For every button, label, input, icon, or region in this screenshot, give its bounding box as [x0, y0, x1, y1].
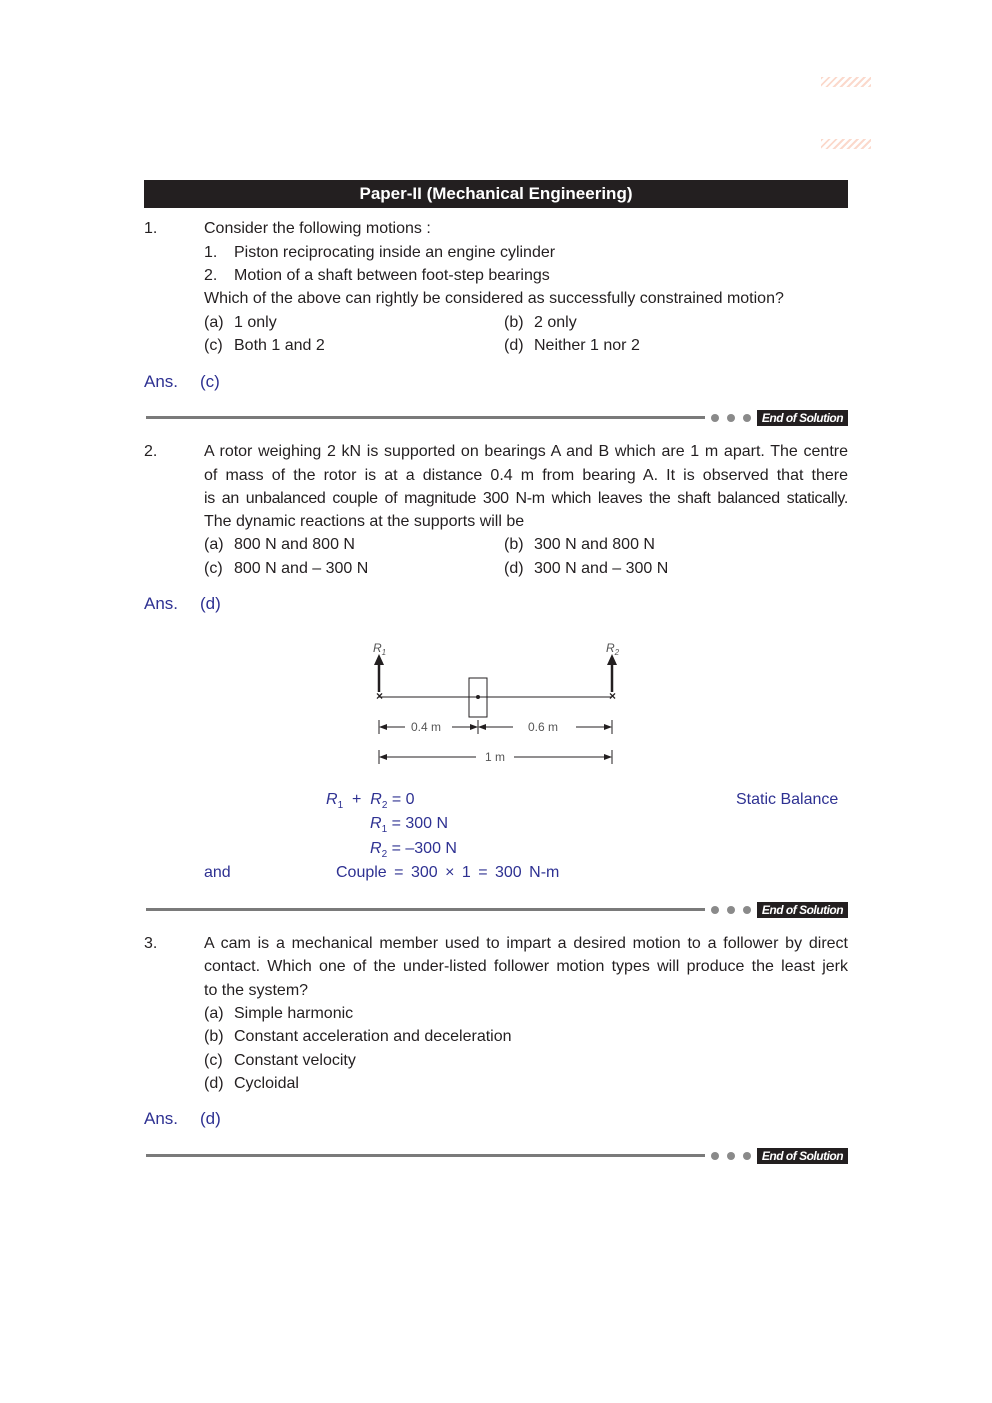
item-text: Motion of a shaft between foot-step bearings	[234, 267, 550, 284]
end-of-solution-badge: End of Solution	[757, 902, 848, 918]
option-label: (b)	[204, 1028, 224, 1045]
end-of-solution-badge: End of Solution	[757, 1148, 848, 1164]
equation-sum: $R_1 + R_2 = 0$	[326, 791, 415, 812]
answer-label: Ans.	[144, 1109, 179, 1128]
end-of-solution-badge: End of Solution	[757, 410, 848, 426]
and-label: and	[204, 864, 231, 881]
equation-couple: Couple = 300 × 1 = 300 N-m	[336, 864, 560, 881]
option-text: Cycloidal	[234, 1075, 299, 1092]
question-line: contact. Which one of the under-listed follower motion types will produce the least jerk	[204, 958, 848, 975]
answer-value: (c)	[200, 372, 220, 391]
option-text: 2 only	[534, 314, 577, 331]
dimension-0-4: 0.4 m	[411, 720, 442, 734]
option-label: (d)	[504, 560, 524, 577]
item-number: 1.	[204, 244, 218, 261]
question-line: The dynamic reactions at the supports will be	[204, 513, 525, 530]
question-line: is an unbalanced couple of magnitude 300 N-m which leaves the shaft balanced statically.	[204, 490, 848, 507]
option-text: Constant acceleration and deceleration	[234, 1028, 512, 1045]
option-text: 800 N and – 300 N	[234, 560, 369, 577]
equation-r1: $R_1 = 300$ N	[370, 815, 449, 836]
option-label: (b)	[504, 536, 524, 553]
option-label: (c)	[204, 560, 223, 577]
dot-icon	[727, 906, 735, 914]
static-balance-note: Static Balance	[736, 791, 839, 808]
dot-icon	[743, 906, 751, 914]
option-text: 300 N and 800 N	[534, 536, 655, 553]
option-text: Constant velocity	[234, 1052, 356, 1069]
dot-icon	[711, 906, 719, 914]
option-label: (c)	[204, 1052, 223, 1069]
question-number: 1.	[144, 220, 158, 237]
paper-header: Paper-II (Mechanical Engineering)	[144, 180, 848, 208]
center-of-mass	[476, 695, 480, 699]
option-label: (c)	[204, 337, 223, 354]
answer-label: Ans.	[144, 594, 179, 613]
option-label: (d)	[504, 337, 524, 354]
question-line: of mass of the rotor is at a distance 0.4 m from bearing A. It is observed that there	[204, 467, 848, 484]
answer-label: Ans.	[144, 372, 179, 391]
question-number: 3.	[144, 935, 158, 952]
separator-line	[146, 908, 705, 911]
option-label: (a)	[204, 314, 224, 331]
option-text: 800 N and 800 N	[234, 536, 355, 553]
equation-r2: $R_2 = -300$ N	[370, 840, 457, 861]
r2-label: $R_2$	[606, 641, 620, 657]
dot-icon	[711, 1152, 719, 1160]
bearing-b-cross-icon: ×	[609, 689, 617, 703]
option-label: (d)	[204, 1075, 224, 1092]
dimension-0-6: 0.6 m	[528, 720, 559, 734]
question-text: Which of the above can rightly be considered as successfully constrained motion?	[204, 290, 784, 307]
answer-value: (d)	[200, 1109, 221, 1128]
dot-icon	[743, 1152, 751, 1160]
option-text: 1 only	[234, 314, 277, 331]
option-text: Simple harmonic	[234, 1005, 354, 1022]
question-line: to the system?	[204, 982, 309, 999]
item-number: 2.	[204, 267, 218, 284]
item-text: Piston reciprocating inside an engine cylinder	[234, 244, 556, 261]
option-text: Both 1 and 2	[234, 337, 325, 354]
option-label: (a)	[204, 536, 224, 553]
option-label: (a)	[204, 1005, 224, 1022]
dimension-total: 1 m	[485, 750, 506, 764]
dot-icon	[727, 1152, 735, 1160]
r1-label: $R_1$	[373, 641, 387, 657]
separator-line	[146, 1154, 705, 1157]
question-stem: Consider the following motions :	[204, 220, 431, 237]
answer-value: (d)	[200, 594, 221, 613]
option-text: Neither 1 nor 2	[534, 337, 640, 354]
option-text: 300 N and – 300 N	[534, 560, 669, 577]
bearing-a-cross-icon: ×	[376, 689, 384, 703]
question-line: A rotor weighing 2 kN is supported on bearings A and B which are 1 m apart. The centre	[204, 443, 848, 460]
question-number: 2.	[144, 443, 158, 460]
option-label: (b)	[504, 314, 524, 331]
question-line: A cam is a mechanical member used to impart a desired motion to a follower by direct	[204, 935, 848, 952]
